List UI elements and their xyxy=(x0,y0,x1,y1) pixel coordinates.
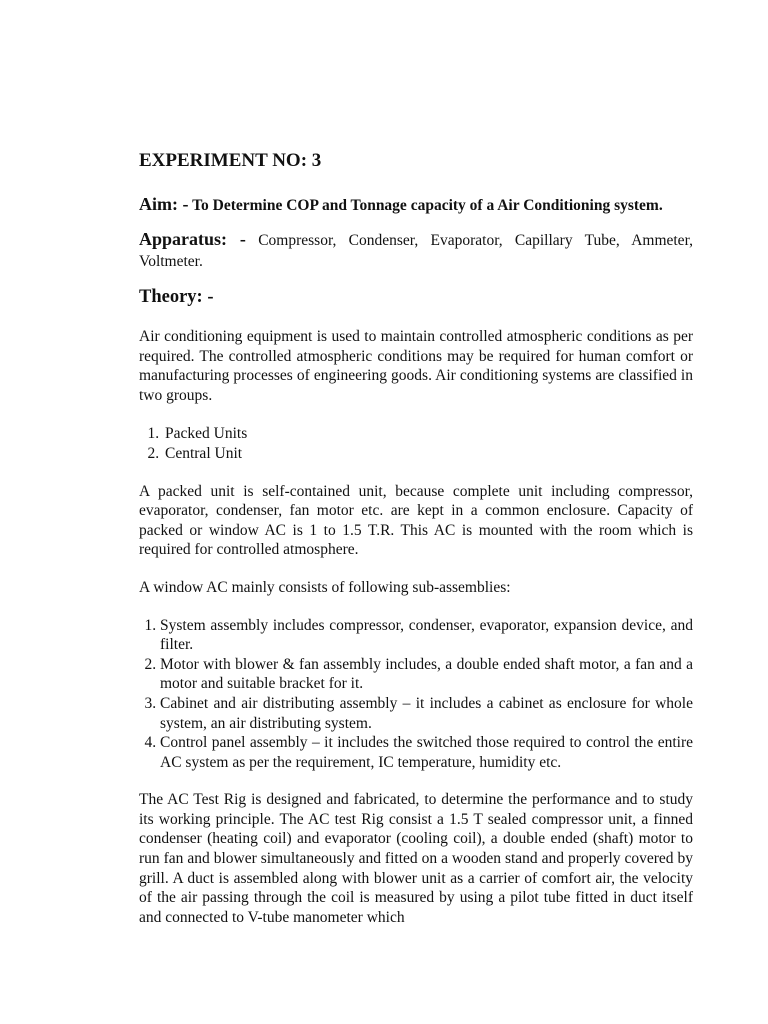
theory-heading: Theory: - xyxy=(139,287,214,307)
aim-section xyxy=(139,194,693,216)
apparatus-text: Compressor, Condenser, Evaporator, Capillary Tube, Ammeter, Voltmeter. xyxy=(139,232,693,270)
list-item: 2. Motor with blower & fan assembly includes, a double ended shaft motor, a fan and a motor and suitable bracket for it. xyxy=(160,655,693,694)
list-item: 3. Cabinet and air distributing assembly – it includes a cabinet as enclosure for whole system, an air distributing system. xyxy=(160,694,693,733)
aim-label: Aim: - xyxy=(139,194,189,214)
ac-groups-list xyxy=(139,424,693,463)
document-page xyxy=(139,148,693,943)
list-item: 1. System assembly includes compressor, condenser, evaporator, expansion device, and filter. xyxy=(160,616,693,655)
experiment-title: EXPERIMENT NO: 3 xyxy=(139,150,322,171)
sub-assemblies-list xyxy=(139,616,693,773)
apparatus-section xyxy=(139,229,693,272)
list-item: 2. Central Unit xyxy=(163,444,693,464)
aim-text: To Determine COP and Tonnage capacity of a Air Conditioning system. xyxy=(188,197,663,214)
test-rig-paragraph: The AC Test Rig is designed and fabricated, to determine the performance and to study its working principle. The AC test Rig consist a 1.5 T sealed compressor unit, a finned condenser (heating coil) and evaporator (cooling coil), a double ended (shaft) motor to run fan and blower simultaneously and fitted on a wooden stand and properly covered by grill. A duct is assembled along with blower unit as a carrier of comfort air, the velocity of the air passing through the coil is measured by using a pilot tube fitted in duct itself and connected to V-tube manometer which xyxy=(139,791,693,926)
list-item: 1. Packed Units xyxy=(163,424,693,444)
apparatus-label: Apparatus: - xyxy=(139,229,246,249)
theory-intro-paragraph: Air conditioning equipment is used to maintain controlled atmospheric conditions as per required. The controlled atmospheric conditions may be required for human comfort or manufacturing processes of engineering goods. Air conditioning systems are classified in two groups. xyxy=(139,328,693,404)
list-item: 4. Control panel assembly – it includes the switched those required to control the entire AC system as per the requirement, IC temperature, humidity etc. xyxy=(160,733,693,772)
packed-unit-paragraph: A packed unit is self-contained unit, because complete unit including compressor, evaporator, condenser, fan motor etc. are kept in a common enclosure. Capacity of packed or window AC is 1 to 1.5 T.R. This AC is mounted with the room which is required for controlled atmosphere. xyxy=(139,482,693,559)
window-ac-intro: A window AC mainly consists of following sub-assemblies: xyxy=(139,578,511,596)
